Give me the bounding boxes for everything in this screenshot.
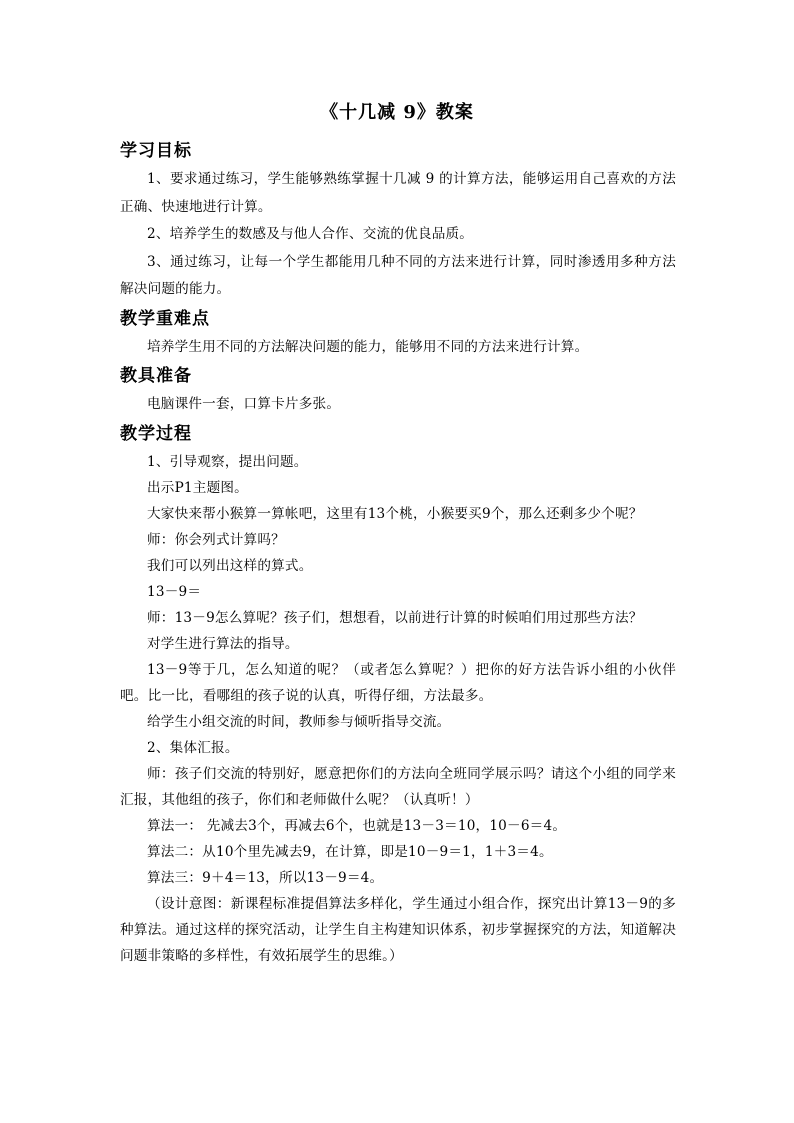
- paragraph: 1、要求通过练习，学生能够熟练掌握十几减 9 的计算方法，能够运用自己喜欢的方法正确、快速地进行计算。: [120, 171, 676, 215]
- paragraph: 给学生小组交流的时间，教师参与倾听指导交流。: [147, 713, 451, 730]
- paragraph: 13－9＝: [147, 583, 202, 600]
- paragraph: 2、培养学生的数感及与他人合作、交流的优良品质。: [147, 226, 474, 242]
- paragraph: 师：你会列式计算吗？: [147, 531, 285, 548]
- paragraph: 1、引导观察，提出问题。: [147, 453, 308, 470]
- paragraph: 2、集体汇报。: [147, 739, 239, 756]
- paragraph: 师：孩子们交流的特别好，愿意把你们的方法向全班同学展示吗？请这个小组的同学来汇报，其他组的孩子，你们和老师做什么呢？（认真听！）: [120, 765, 676, 808]
- section-heading-objectives: 学习目标: [120, 141, 192, 161]
- paragraph: 我们可以列出这样的算式。: [147, 557, 313, 574]
- paragraph: （设计意图：新课程标准提倡算法多样化，学生通过小组合作，探究出计算13－9的多种算法。通过这样的探究活动，让学生自主构建知识体系，初步掌握探究的方法，知道解决问题非策略的多样性，有效拓展学生的思维。）: [120, 895, 676, 964]
- document-body: [120, 136, 676, 969]
- paragraph: 对学生进行算法的指导。: [147, 635, 299, 652]
- paragraph: 算法三：9＋4＝13，所以13－9＝4。: [147, 869, 384, 886]
- section-heading-key-points: 教学重难点: [120, 308, 210, 329]
- paragraph: 培养学生用不同的方法解决问题的能力，能够用不同的方法来进行计算。: [147, 338, 589, 355]
- section-heading-materials: 教具准备: [120, 366, 192, 386]
- paragraph: 电脑课件一套，口算卡片多张。: [147, 396, 341, 412]
- section-heading-process: 教学过程: [120, 423, 192, 444]
- paragraph: 3、通过练习，让每一个学生都能用几种不同的方法来进行计算，同时渗透用多种方法解决问题的能力。: [120, 253, 676, 297]
- paragraph: 算法二：从10个里先减去9，在计算，即是10－9＝1，1＋3＝4。: [147, 843, 553, 860]
- paragraph: 出示P1主题图。: [147, 479, 248, 496]
- paragraph: 算法一： 先减去3个，再减去6个，也就是13－3＝10，10－6＝4。: [147, 817, 567, 834]
- document-title: 《十几减 9》教案: [320, 102, 474, 123]
- paragraph: 13－9等于几，怎么知道的呢？（或者怎么算呢？）把你的好方法告诉小组的小伙伴吧。比一比，看哪组的孩子说的认真，听得仔细，方法最多。: [120, 661, 676, 704]
- paragraph: 大家快来帮小猴算一算帐吧，这里有13个桃，小猴要买9个，那么还剩多少个呢？: [147, 505, 643, 522]
- paragraph: 师：13－9怎么算呢？孩子们，想想看，以前进行计算的时候咱们用过那些方法？: [147, 609, 643, 626]
